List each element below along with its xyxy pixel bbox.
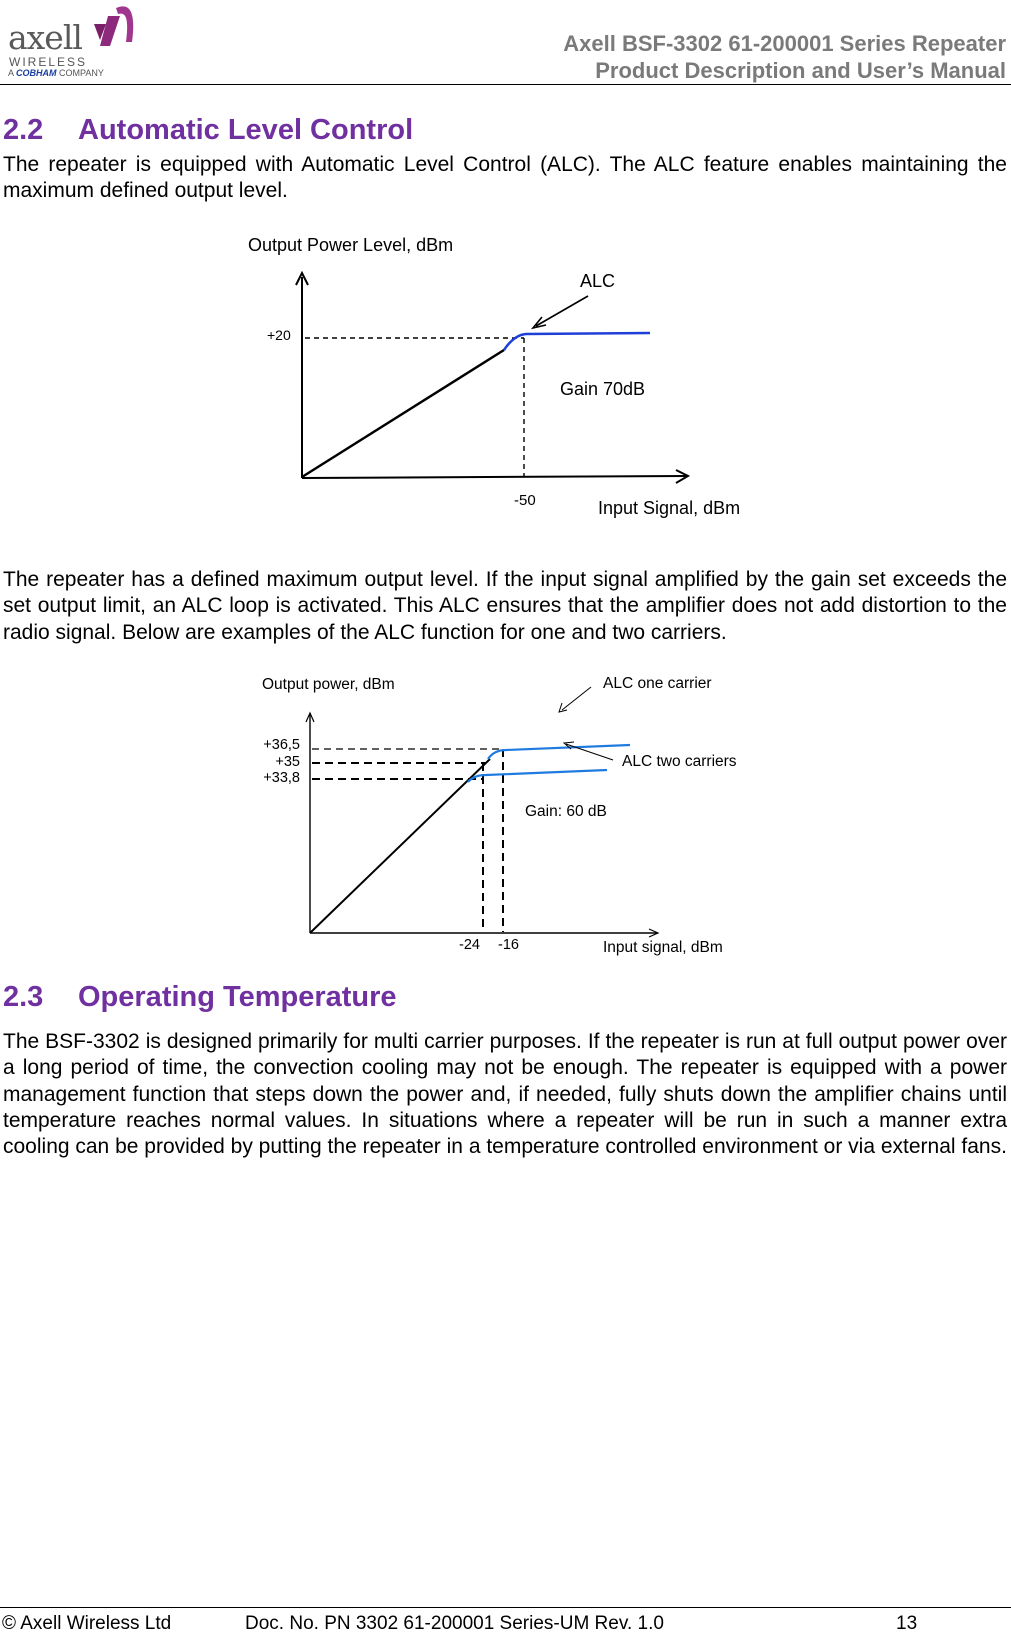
chart2-ytick-33-8: +33,8 (263, 770, 300, 786)
chart1-linear-line (302, 350, 504, 477)
document-title (563, 30, 1006, 84)
chart1-xtick-label: -50 (514, 492, 536, 509)
chart1-alc-curve (504, 333, 650, 350)
logo-swoosh-icon (86, 2, 142, 54)
chart1-xlabel: Input Signal, dBm (598, 498, 741, 518)
section-number: 2.3 (3, 981, 44, 1013)
chart2-xtick-24: -24 (459, 937, 480, 953)
chart2-ytick-36-5: +36,5 (263, 737, 300, 753)
chart1-ytick-label: +20 (267, 327, 291, 343)
logo-wordmark: axell (8, 18, 82, 57)
temperature-paragraph: The BSF-3302 is designed primarily for multi carrier purposes. If the repeater is run at full output power over a long period of time, the convection cooling may not be enough. The repeater is equipped with a power management function that steps down the power and, if needed, fully shuts down the amplifier chains until temperature reaches normal values. In situations where a repeater will be run in such a manner extra cooling can be provided by putting the repeater in a temperature controlled environment or via external fans. (3, 1030, 1007, 1159)
chart2-xlabel: Input signal, dBm (603, 939, 723, 956)
page-header (0, 0, 1011, 88)
chart2-ytick-35: +35 (275, 754, 300, 770)
footer-page-number: 13 (896, 1613, 918, 1634)
chart2-one-carrier-curve (488, 745, 630, 759)
header-divider (0, 84, 1011, 85)
chart2-xtick-16: -16 (498, 937, 519, 953)
chart1-ylabel: Output Power Level, dBm (248, 235, 454, 255)
axell-wireless-logo (6, 2, 146, 82)
footer-copyright: © Axell Wireless Ltd (2, 1613, 172, 1634)
chart1-alc-arrow-icon (533, 317, 546, 328)
alc-carriers-chart (0, 665, 1011, 970)
alc-intro-paragraph: The repeater is equipped with Automatic Level Control (ALC). The ALC feature enables maintaining the maximum defined output level. (3, 153, 1007, 203)
section-heading-alc (3, 114, 413, 147)
footer-doc-number: Doc. No. PN 3302 61-200001 Series-UM Rev. 1.0 (245, 1613, 664, 1634)
alc-body-paragraph: The repeater has a defined maximum output level. If the input signal amplified by the gain set exceeds the set output limit, an ALC loop is activated. This ALC ensures that the amplifier does not add distortion to the radio signal. Below are examples of the ALC function for one and two carriers. (3, 568, 1007, 644)
chart2-one-carrier-pointer (562, 687, 591, 710)
document-title-line1: Axell BSF-3302 61-200001 Series Repeater (563, 31, 1006, 56)
chart1-alc-pointer (536, 296, 588, 326)
footer-divider (0, 1607, 1011, 1608)
chart2-ylabel: Output power, dBm (262, 676, 395, 693)
chart2-two-carriers-curve (468, 770, 607, 782)
alc-gain-chart (0, 225, 1011, 530)
chart1-alc-label: ALC (580, 271, 616, 291)
logo-company-line: A COBHAM COMPANY (8, 68, 104, 78)
chart2-one-carrier-label: ALC one carrier (603, 675, 712, 692)
logo-subtitle: WIRELESS (9, 55, 88, 69)
section-heading-temperature (3, 981, 397, 1014)
chart2-linear-line (310, 759, 490, 933)
chart1-gain-label: Gain 70dB (560, 379, 646, 399)
chart2-gain-label: Gain: 60 dB (525, 803, 607, 820)
document-title-line2: Product Description and User’s Manual (595, 58, 1006, 83)
chart1-x-axis (302, 476, 687, 478)
chart2-two-carriers-label: ALC two carriers (622, 753, 737, 770)
section-title: Automatic Level Control (78, 114, 414, 146)
section-number: 2.2 (3, 114, 44, 146)
section-title: Operating Temperature (78, 981, 397, 1013)
